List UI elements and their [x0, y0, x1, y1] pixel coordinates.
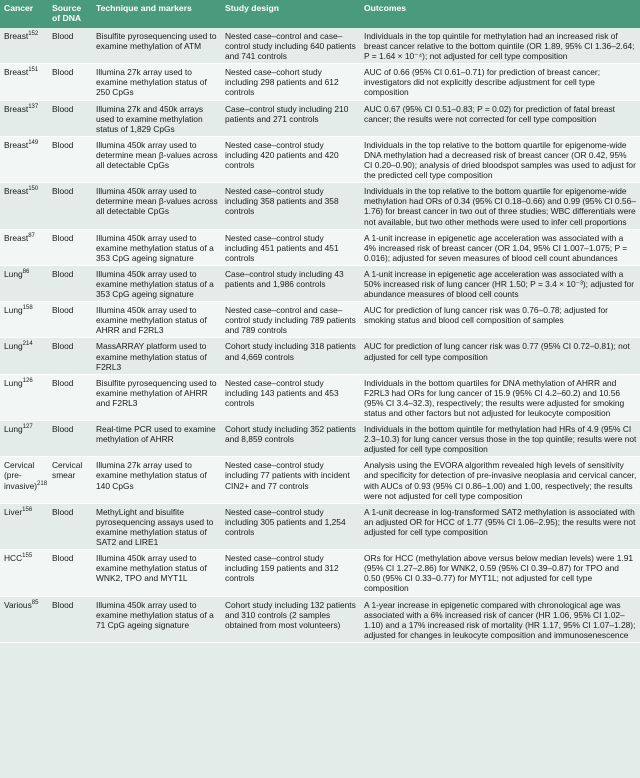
source-cell: Blood [48, 302, 92, 338]
outcomes-cell: AUC for prediction of lung cancer risk was 0.77 (95% CI 0.72–0.81); not adjusted for cell type composition [360, 338, 640, 374]
source-cell: Blood [48, 136, 92, 182]
cancer-cell [0, 596, 48, 642]
technique-cell: Illumina 27k array used to examine methylation status of 140 CpGs [92, 457, 221, 503]
cancer-name: Lung [4, 305, 23, 316]
technique-cell: Illumina 27k and 450k arrays used to examine methylation status of 1,829 CpGs [92, 100, 221, 136]
technique-cell: Illumina 450k array used to examine methylation status of AHRR and F2RL3 [92, 302, 221, 338]
outcomes-cell: A 1-unit decrease in log-transformed SAT2 methylation is associated with an adjusted OR for HCC of 1.77 (95% CI 1.06–2.95); the results were not adjusted for cell type composition [360, 503, 640, 549]
source-cell: Blood [48, 503, 92, 549]
reference-number: 85 [31, 599, 39, 606]
technique-cell: Illumina 450k array used to examine methylation status of WNK2, TPO and MYT1L [92, 550, 221, 596]
cancer-cell [0, 457, 48, 503]
cancer-name: Lung [4, 268, 23, 279]
source-cell: Blood [48, 550, 92, 596]
cancer-name: Breast [4, 186, 29, 197]
source-cell: Blood [48, 421, 92, 457]
outcomes-cell: AUC 0.67 (95% CI 0.51–0.83; P = 0.02) for prediction of fatal breast cancer; the results were not corrected for cell type composition [360, 100, 640, 136]
table-row [0, 596, 640, 642]
source-cell: Blood [48, 265, 92, 301]
technique-cell: Illumina 450k array used to determine mean β-values across all detectable CpGs [92, 136, 221, 182]
technique-cell: Real-time PCR used to examine methylation of AHRR [92, 421, 221, 457]
reference-number: 214 [22, 341, 33, 348]
study-design-cell: Nested case–control and case–control study including 789 patients and 789 controls [221, 302, 360, 338]
source-cell: Cervical smear [48, 457, 92, 503]
study-design-cell: Nested case–control study including 159 patients and 312 controls [221, 550, 360, 596]
cancer-cell [0, 100, 48, 136]
reference-number: 127 [22, 424, 33, 431]
source-cell: Blood [48, 374, 92, 420]
table-row [0, 457, 640, 503]
study-design-cell: Cohort study including 132 patients and 310 controls (2 samples obtained from most volunteers) [221, 596, 360, 642]
cancer-cell [0, 503, 48, 549]
outcomes-cell: ORs for HCC (methylation above versus below median levels) were 1.91 (95% CI 1.27–2.86) for WNK2, 0.59 (95% CI 0.39–0.87) for TPO and 0.50 (95% CI 0.33–0.77) for MYT1L; not adjusted for cell type composition [360, 550, 640, 596]
reference-number: 137 [28, 103, 39, 110]
outcomes-cell: AUC for prediction of lung cancer risk was 0.76–0.78; adjusted for smoking status and blood cell composition of samples [360, 302, 640, 338]
outcomes-cell: A 1-year increase in epigenetic compared with chronological age was associated with a 6% increased risk of cancer (HR 1.06, 95% CI 1.02–1.10) and a 17% increased risk of mortality (HR 1.17, 95% CI 1.07–1.28); adjusted for changes in leukocyte composition and immunosenescence [360, 596, 640, 642]
technique-cell: Illumina 450k array used to examine methylation status of a 353 CpG ageing signature [92, 265, 221, 301]
technique-cell: Illumina 450k array used to determine mean β-values across all detectable CpGs [92, 183, 221, 229]
table-row [0, 374, 640, 420]
cancer-name: Breast [4, 31, 29, 41]
source-cell: Blood [48, 596, 92, 642]
outcomes-cell: Analysis using the EVORA algorithm revealed high levels of sensitivity and specificity for detection of pre-invasive neoplasia and cervical cancer, with AUCs of 0.93 (95% CI 0.86–1.00) and 1.00, respectively; the results were not adjusted for cell type composition [360, 457, 640, 503]
study-design-cell: Cohort study including 352 patients and 8,859 controls [221, 421, 360, 457]
cancer-name: Breast [4, 232, 29, 243]
table-row [0, 64, 640, 100]
cancer-cell [0, 421, 48, 457]
study-design-cell: Nested case–control study including 143 patients and 453 controls [221, 374, 360, 420]
outcomes-cell: Individuals in the bottom quintile for methylation had HRs of 4.9 (95% CI 2.3–10.3) for lung cancer versus those in the top quintile; results were not adjusted for cell type composition [360, 421, 640, 457]
cancer-name: Liver [4, 506, 23, 517]
header-technique: Technique and markers [92, 0, 221, 28]
reference-number: 155 [22, 553, 33, 560]
reference-number: 150 [28, 186, 39, 193]
outcomes-cell: AUC of 0.66 (95% CI 0.61–0.71) for prediction of breast cancer; investigators did not explicitly describe adjustment for cell type composition [360, 64, 640, 100]
outcomes-cell: Individuals in the top quintile for methylation had an increased risk of breast cancer relative to the bottom quintile (OR 1.89, 95% CI 1.36–2.64; P = 1.64 × 10⁻⁴); not adjusted for cell type composition [360, 28, 640, 64]
study-design-cell: Nested case–control study including 420 patients and 420 controls [221, 136, 360, 182]
header-cancer: Cancer [0, 0, 48, 28]
source-cell: Blood [48, 229, 92, 265]
table-row [0, 302, 640, 338]
cancer-cell [0, 550, 48, 596]
table-row [0, 421, 640, 457]
header-outcomes: Outcomes [360, 0, 640, 28]
table-row [0, 100, 640, 136]
cancer-cell [0, 229, 48, 265]
table-row [0, 28, 640, 64]
reference-number: 126 [22, 377, 33, 384]
cancer-cell [0, 183, 48, 229]
reference-number: 149 [28, 140, 39, 147]
technique-cell: MassARRAY platform used to examine methylation status of F2RL3 [92, 338, 221, 374]
table-row [0, 338, 640, 374]
technique-cell: Illumina 450k array used to examine methylation status of a 71 CpG ageing signature [92, 596, 221, 642]
technique-cell: Bisulfite pyrosequencing used to examine methylation of ATM [92, 28, 221, 64]
technique-cell: Bisulfite pyrosequencing used to examine methylation of AHRR and F2RL3 [92, 374, 221, 420]
table-row [0, 550, 640, 596]
cancer-name: Lung [4, 424, 23, 435]
reference-number: 218 [37, 480, 48, 487]
cancer-cell [0, 374, 48, 420]
cancer-name: Breast [4, 103, 29, 114]
cancer-name: HCC [4, 553, 23, 564]
reference-number: 151 [28, 67, 39, 74]
cancer-name: Lung [4, 377, 23, 388]
table-header-row [0, 0, 640, 28]
study-design-cell: Case–control study including 210 patients and 271 controls [221, 100, 360, 136]
cancer-cell [0, 338, 48, 374]
cancer-name: Lung [4, 341, 23, 352]
source-cell: Blood [48, 64, 92, 100]
cancer-name: Cervical (pre-invasive) [4, 460, 38, 491]
source-cell: Blood [48, 338, 92, 374]
outcomes-cell: Individuals in the bottom quartiles for DNA methylation of AHRR and F2RL3 had ORs for lung cancer of 15.9 (95% CI 4.2–60.2) and 10.56 (95% CI 3.4–32.3), respectively; the results were adjusted for smoking status and other factors but not adjusted for leukocyte composition [360, 374, 640, 420]
study-design-cell: Nested case–control and case–control study including 640 patients and 741 controls [221, 28, 360, 64]
outcomes-cell: A 1-unit increase in epigenetic age acceleration was associated with a 50% increased risk of lung cancer (HR 1.50; P = 3.4 × 10⁻³); adjusted for abundance measures of blood cell counts [360, 265, 640, 301]
reference-number: 156 [22, 506, 33, 513]
source-cell: Blood [48, 28, 92, 64]
cancer-name: Various [4, 599, 32, 610]
study-design-cell: Nested case–control study including 77 patients with incident CIN2+ and 77 controls [221, 457, 360, 503]
header-source: Source of DNA [48, 0, 92, 28]
technique-cell: MethyLight and bisulfite pyrosequencing assays used to examine methylation status of SAT2 and LIRE1 [92, 503, 221, 549]
table-row [0, 503, 640, 549]
source-cell: Blood [48, 100, 92, 136]
technique-cell: Illumina 27k array used to examine methylation status of 250 CpGs [92, 64, 221, 100]
cancer-cell [0, 265, 48, 301]
cancer-name: Breast [4, 139, 29, 150]
technique-cell: Illumina 450k array used to examine methylation status of a 353 CpG ageing signature [92, 229, 221, 265]
cancer-name: Breast [4, 67, 29, 78]
study-design-cell: Nested case–control study including 305 patients and 1,254 controls [221, 503, 360, 549]
table-row [0, 265, 640, 301]
outcomes-cell: Individuals in the top relative to the bottom quartile for epigenome-wide methylation had ORs of 0.34 (95% CI 0.18–0.66) and 0.99 (95% CI 0.56–1.76) for breast cancer in two out of three studies; WBC differentials were not available, but two other methods were used to infer cell proportions [360, 183, 640, 229]
reference-number: 86 [22, 269, 30, 276]
reference-number: 158 [22, 305, 33, 312]
header-study-design: Study design [221, 0, 360, 28]
study-design-cell: Nested case–control study including 358 patients and 358 controls [221, 183, 360, 229]
table-row [0, 229, 640, 265]
cancer-cell [0, 136, 48, 182]
table-row [0, 136, 640, 182]
outcomes-cell: A 1-unit increase in epigenetic age acceleration was associated with a 4% increased risk of breast cancer (OR 1.04, 95% CI 1.007–1.075; P = 0.016); adjusted for seven measures of blood cell count abundances [360, 229, 640, 265]
cancer-cell [0, 302, 48, 338]
study-design-cell: Nested case–cohort study including 298 patients and 612 controls [221, 64, 360, 100]
study-design-cell: Case–control study including 43 patients and 1,986 controls [221, 265, 360, 301]
cancer-cell [0, 64, 48, 100]
outcomes-cell: Individuals in the top relative to the bottom quartile for epigenome-wide DNA methylation had a decreased risk of breast cancer (OR 0.42, 95% CI 0.20–0.90); analysis of dried bloodspot samples was used to adjust for the predicted cell type composition [360, 136, 640, 182]
reference-number: 87 [28, 232, 35, 239]
reference-number: 152 [28, 31, 39, 38]
source-cell: Blood [48, 183, 92, 229]
study-design-cell: Cohort study including 318 patients and 4,669 controls [221, 338, 360, 374]
study-design-cell: Nested case–control study including 451 patients and 451 controls [221, 229, 360, 265]
table-row [0, 183, 640, 229]
cancer-cell [0, 28, 48, 64]
